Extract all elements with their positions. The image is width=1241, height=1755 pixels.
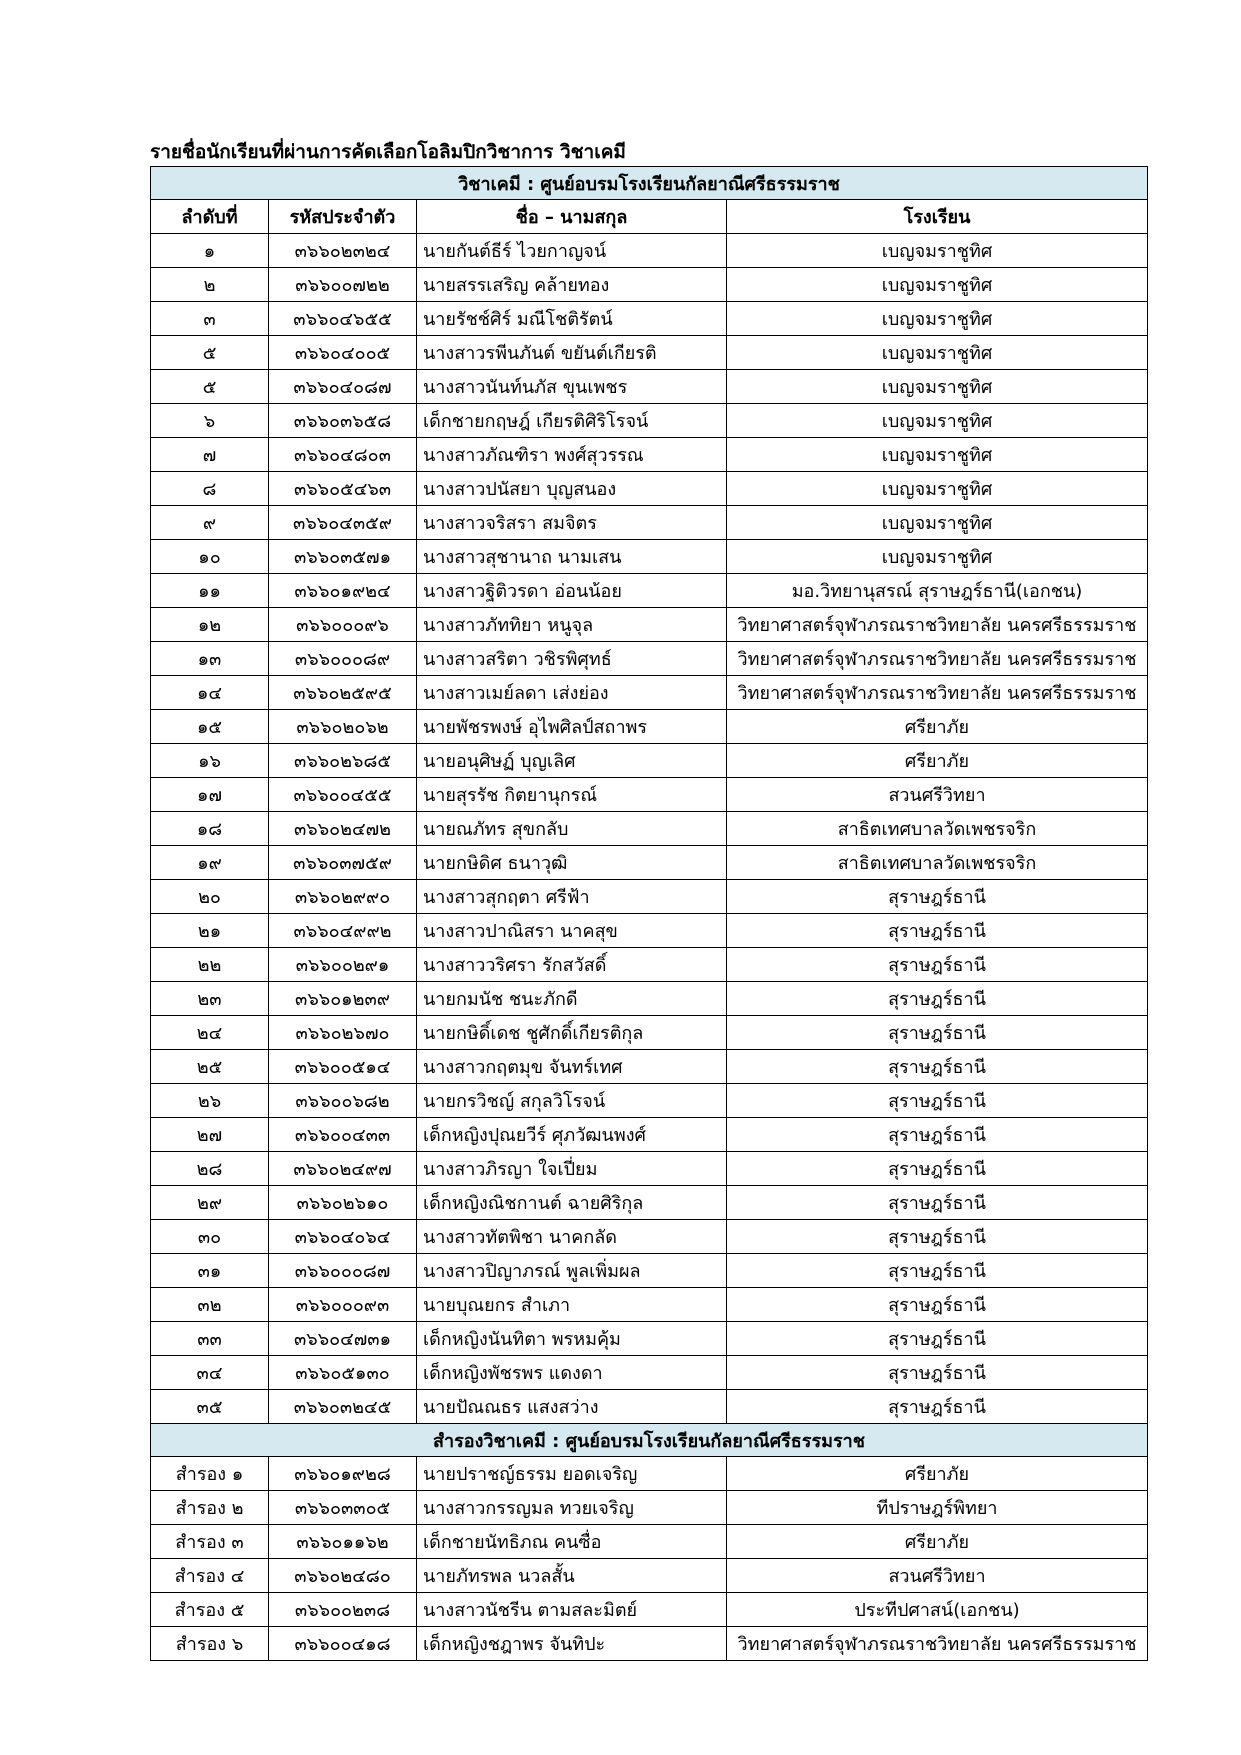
cell-student-id: ๓๖๖๐๔๐๖๔ <box>269 1220 417 1254</box>
cell-student-id: ๓๖๖๐๐๐๙๓ <box>269 1288 417 1322</box>
cell-student-name: นายสรรเสริญ คล้ายทอง <box>417 268 727 302</box>
cell-school: สุราษฎร์ธานี <box>727 1016 1148 1050</box>
cell-student-id: ๓๖๖๐๐๖๘๒ <box>269 1084 417 1118</box>
cell-order: สำรอง ๑ <box>151 1457 269 1491</box>
cell-order: ๒๙ <box>151 1186 269 1220</box>
table-row <box>151 1356 1148 1390</box>
cell-student-id: ๓๖๖๐๐๒๓๘ <box>269 1593 417 1627</box>
cell-order: ๓ <box>151 302 269 336</box>
cell-order: ๑๒ <box>151 608 269 642</box>
cell-school: เบญจมราชูทิศ <box>727 438 1148 472</box>
cell-student-name: นางสาวกฤตมุข จันทร์เทศ <box>417 1050 727 1084</box>
cell-school: ศรียาภัย <box>727 744 1148 778</box>
cell-school: สุราษฎร์ธานี <box>727 1084 1148 1118</box>
table-row <box>151 1084 1148 1118</box>
table-row <box>151 676 1148 710</box>
cell-order: ๓๓ <box>151 1322 269 1356</box>
cell-student-name: นางสาวเมย์ลดา เส่งย่อง <box>417 676 727 710</box>
cell-order: ๒๗ <box>151 1118 269 1152</box>
cell-order: ๑๙ <box>151 846 269 880</box>
cell-student-name: นางสาวนัชรีน ตามสละมิตย์ <box>417 1593 727 1627</box>
cell-school: ศรียาภัย <box>727 1457 1148 1491</box>
cell-student-id: ๓๖๖๐๐๕๑๔ <box>269 1050 417 1084</box>
cell-student-id: ๓๖๖๐๒๔๗๒ <box>269 812 417 846</box>
cell-student-id: ๓๖๖๐๐๐๘๙ <box>269 642 417 676</box>
table-row <box>151 1220 1148 1254</box>
cell-student-name: นางสาวกรรญมล ทวยเจริญ <box>417 1491 727 1525</box>
cell-student-name: นายกันต์ธีร์ ไวยกาญจน์ <box>417 234 727 268</box>
cell-school: สุราษฎร์ธานี <box>727 1288 1148 1322</box>
cell-student-name: นางสาวปนัสยา บุญสนอง <box>417 472 727 506</box>
table-row <box>151 540 1148 574</box>
cell-school: สุราษฎร์ธานี <box>727 1356 1148 1390</box>
cell-student-id: ๓๖๖๐๑๒๓๙ <box>269 982 417 1016</box>
cell-school: เบญจมราชูทิศ <box>727 472 1148 506</box>
cell-student-name: นางสาวภัณฑิรา พงศ์สุวรรณ <box>417 438 727 472</box>
cell-school: สุราษฎร์ธานี <box>727 1186 1148 1220</box>
cell-student-id: ๓๖๖๐๒๖๘๕ <box>269 744 417 778</box>
cell-student-id: ๓๖๖๐๔๙๙๒ <box>269 914 417 948</box>
table-row <box>151 1390 1148 1424</box>
cell-student-id: ๓๖๖๐๐๐๘๗ <box>269 1254 417 1288</box>
table-row <box>151 948 1148 982</box>
table-row <box>151 1457 1148 1491</box>
table-row <box>151 1118 1148 1152</box>
table-row <box>151 1525 1148 1559</box>
cell-order: ๒๖ <box>151 1084 269 1118</box>
table-row <box>151 608 1148 642</box>
cell-student-name: นางสาวจริสรา สมจิตร <box>417 506 727 540</box>
cell-school: สาธิตเทศบาลวัดเพชรจริก <box>727 812 1148 846</box>
section-header-row <box>151 1424 1148 1457</box>
cell-student-name: นางสาวนันท์นภัส ขุนเพชร <box>417 370 727 404</box>
cell-student-id: ๓๖๖๐๕๔๖๓ <box>269 472 417 506</box>
cell-student-name: นายกษิดิ์เดช ชูศักดิ์เกียรติกุล <box>417 1016 727 1050</box>
cell-order: ๒๔ <box>151 1016 269 1050</box>
section-heading-reserve: สำรองวิชาเคมี : ศูนย์อบรมโรงเรียนกัลยาณีศรีธรรมราช <box>151 1424 1148 1457</box>
table-row <box>151 846 1148 880</box>
cell-student-name: เด็กหญิงชฎาพร จันทิปะ <box>417 1627 727 1661</box>
column-header-id: รหัสประจำตัว <box>269 200 417 234</box>
table-row <box>151 404 1148 438</box>
cell-school: ทีปราษฎร์พิทยา <box>727 1491 1148 1525</box>
cell-student-name: นายกมนัช ชนะภักดี <box>417 982 727 1016</box>
table-row <box>151 642 1148 676</box>
cell-student-id: ๓๖๖๐๕๑๓๐ <box>269 1356 417 1390</box>
cell-school: สุราษฎร์ธานี <box>727 1118 1148 1152</box>
cell-school: สุราษฎร์ธานี <box>727 1152 1148 1186</box>
cell-school: เบญจมราชูทิศ <box>727 268 1148 302</box>
cell-student-id: ๓๖๖๐๔๐๐๕ <box>269 336 417 370</box>
cell-student-name: นางสาวสุกฤตา ศรีฟ้า <box>417 880 727 914</box>
cell-student-name: นางสาวปาณิสรา นาคสุข <box>417 914 727 948</box>
cell-student-id: ๓๖๖๐๔๗๓๑ <box>269 1322 417 1356</box>
page-title: รายชื่อนักเรียนที่ผ่านการคัดเลือกโอลิมปิกวิชาการ วิชาเคมี <box>150 141 626 163</box>
cell-school: สวนศรีวิทยา <box>727 778 1148 812</box>
cell-school: เบญจมราชูทิศ <box>727 404 1148 438</box>
cell-student-name: เด็กหญิงนันทิตา พรหมคุ้ม <box>417 1322 727 1356</box>
cell-school: วิทยาศาสตร์จุฬาภรณราชวิทยาลัย นครศรีธรรมราช <box>727 1627 1148 1661</box>
cell-student-id: ๓๖๖๐๔๓๕๙ <box>269 506 417 540</box>
cell-student-name: นายอนุศิษฏ์ บุญเลิศ <box>417 744 727 778</box>
cell-student-name: นายภัทรพล นวลสั้น <box>417 1559 727 1593</box>
column-header-name: ชื่อ – นามสกุล <box>417 200 727 234</box>
cell-school: สาธิตเทศบาลวัดเพชรจริก <box>727 846 1148 880</box>
cell-school: สุราษฎร์ธานี <box>727 1322 1148 1356</box>
cell-student-id: ๓๖๖๐๔๐๘๗ <box>269 370 417 404</box>
cell-student-id: ๓๖๖๐๓๗๕๙ <box>269 846 417 880</box>
cell-order: สำรอง ๒ <box>151 1491 269 1525</box>
cell-order: ๒๐ <box>151 880 269 914</box>
cell-student-id: ๓๖๖๐๒๔๘๐ <box>269 1559 417 1593</box>
cell-student-name: นายปราชญ์ธรรม ยอดเจริญ <box>417 1457 727 1491</box>
column-header-order: ลำดับที่ <box>151 200 269 234</box>
cell-order: ๑๔ <box>151 676 269 710</box>
cell-student-id: ๓๖๖๐๓๓๐๕ <box>269 1491 417 1525</box>
table-row <box>151 744 1148 778</box>
cell-school: สุราษฎร์ธานี <box>727 1220 1148 1254</box>
cell-order: สำรอง ๖ <box>151 1627 269 1661</box>
cell-order: ๑ <box>151 234 269 268</box>
cell-order: ๒ <box>151 268 269 302</box>
cell-school: เบญจมราชูทิศ <box>727 540 1148 574</box>
table-body <box>151 167 1148 1661</box>
cell-order: ๒๑ <box>151 914 269 948</box>
table-row <box>151 914 1148 948</box>
table-row <box>151 1050 1148 1084</box>
cell-order: ๓๑ <box>151 1254 269 1288</box>
cell-student-name: นายรัชช์ศิร์ มณีโชติรัตน์ <box>417 302 727 336</box>
cell-order: ๕ <box>151 370 269 404</box>
cell-student-id: ๓๖๖๐๓๒๔๕ <box>269 1390 417 1424</box>
cell-student-name: เด็กชายกฤษฎ์ เกียรติศิริโรจน์ <box>417 404 727 438</box>
cell-student-name: นายกษิดิศ ธนาวุฒิ <box>417 846 727 880</box>
cell-student-name: นายสุรรัช กิตยานุกรณ์ <box>417 778 727 812</box>
column-header-school: โรงเรียน <box>727 200 1148 234</box>
cell-student-id: ๓๖๖๐๔๘๐๓ <box>269 438 417 472</box>
cell-school: วิทยาศาสตร์จุฬาภรณราชวิทยาลัย นครศรีธรรมราช <box>727 642 1148 676</box>
cell-order: ๒๘ <box>151 1152 269 1186</box>
cell-student-name: เด็กหญิงณิชกานต์ ฉายศิริกุล <box>417 1186 727 1220</box>
cell-student-id: ๓๖๖๐๒๙๙๐ <box>269 880 417 914</box>
cell-school: ประทีปศาสน์(เอกชน) <box>727 1593 1148 1627</box>
cell-student-id: ๓๖๖๐๐๒๙๑ <box>269 948 417 982</box>
cell-school: สุราษฎร์ธานี <box>727 1050 1148 1084</box>
cell-student-id: ๓๖๖๐๒๓๒๔ <box>269 234 417 268</box>
table-row <box>151 336 1148 370</box>
cell-student-id: ๓๖๖๐๒๔๙๗ <box>269 1152 417 1186</box>
cell-order: ๓๕ <box>151 1390 269 1424</box>
cell-order: ๖ <box>151 404 269 438</box>
table-row <box>151 1152 1148 1186</box>
cell-order: ๗ <box>151 438 269 472</box>
cell-school: วิทยาศาสตร์จุฬาภรณราชวิทยาลัย นครศรีธรรมราช <box>727 676 1148 710</box>
cell-order: ๙ <box>151 506 269 540</box>
table-row <box>151 812 1148 846</box>
table-row <box>151 438 1148 472</box>
table-row <box>151 1559 1148 1593</box>
cell-order: ๑๖ <box>151 744 269 778</box>
cell-order: ๑๐ <box>151 540 269 574</box>
cell-student-name: นางสาวสุชานาถ นามเสน <box>417 540 727 574</box>
cell-student-name: นางสาวภัททิยา หนูจุล <box>417 608 727 642</box>
section-header-row <box>151 167 1148 200</box>
cell-student-id: ๓๖๖๐๐๔๕๕ <box>269 778 417 812</box>
cell-student-name: นายบุณยกร สำเภา <box>417 1288 727 1322</box>
table-row <box>151 1254 1148 1288</box>
cell-order: ๑๗ <box>151 778 269 812</box>
table-row <box>151 574 1148 608</box>
cell-student-id: ๓๖๖๐๔๖๕๕ <box>269 302 417 336</box>
cell-student-name: นายกรวิชญ์ สกุลวิโรจน์ <box>417 1084 727 1118</box>
student-list-table <box>150 166 1148 1661</box>
cell-student-name: เด็กหญิงปุณยวีร์ ศุภวัฒนพงศ์ <box>417 1118 727 1152</box>
cell-student-id: ๓๖๖๐๒๕๙๕ <box>269 676 417 710</box>
table-row <box>151 880 1148 914</box>
cell-order: ๓๔ <box>151 1356 269 1390</box>
column-header-row <box>151 200 1148 234</box>
cell-student-id: ๓๖๖๐๒๖๑๐ <box>269 1186 417 1220</box>
cell-student-id: ๓๖๖๐๐๐๙๖ <box>269 608 417 642</box>
cell-student-id: ๓๖๖๐๑๙๒๔ <box>269 574 417 608</box>
cell-student-id: ๓๖๖๐๒๖๗๐ <box>269 1016 417 1050</box>
section-heading-main: วิชาเคมี : ศูนย์อบรมโรงเรียนกัลยาณีศรีธรรมราช <box>151 167 1148 200</box>
cell-order: ๑๕ <box>151 710 269 744</box>
cell-student-id: ๓๖๖๐๐๗๒๒ <box>269 268 417 302</box>
table-row <box>151 778 1148 812</box>
cell-order: ๑๓ <box>151 642 269 676</box>
cell-order: ๒๒ <box>151 948 269 982</box>
cell-student-name: นายปัณณธร แสงสว่าง <box>417 1390 727 1424</box>
cell-student-name: นางสาวสริตา วชิรพิศุทธ์ <box>417 642 727 676</box>
cell-order: สำรอง ๓ <box>151 1525 269 1559</box>
table-row <box>151 268 1148 302</box>
table-row <box>151 506 1148 540</box>
cell-student-name: นางสาวภิรญา ใจเปี่ยม <box>417 1152 727 1186</box>
cell-school: ศรียาภัย <box>727 1525 1148 1559</box>
cell-order: สำรอง ๔ <box>151 1559 269 1593</box>
table-row <box>151 1593 1148 1627</box>
table-row <box>151 1627 1148 1661</box>
table-row <box>151 1186 1148 1220</box>
cell-student-id: ๓๖๖๐๐๔๑๘ <box>269 1627 417 1661</box>
table-row <box>151 1016 1148 1050</box>
table-row <box>151 710 1148 744</box>
table-row <box>151 302 1148 336</box>
cell-student-name: นางสาวฐิติวรดา อ่อนน้อย <box>417 574 727 608</box>
cell-school: สุราษฎร์ธานี <box>727 880 1148 914</box>
table-row <box>151 1322 1148 1356</box>
cell-school: เบญจมราชูทิศ <box>727 336 1148 370</box>
cell-student-name: นางสาวทัตพิชา นาคกลัด <box>417 1220 727 1254</box>
cell-order: ๑๑ <box>151 574 269 608</box>
cell-student-id: ๓๖๖๐๑๑๖๒ <box>269 1525 417 1559</box>
cell-order: ๒๕ <box>151 1050 269 1084</box>
cell-order: ๒๓ <box>151 982 269 1016</box>
cell-school: สุราษฎร์ธานี <box>727 982 1148 1016</box>
cell-school: เบญจมราชูทิศ <box>727 370 1148 404</box>
table-row <box>151 982 1148 1016</box>
cell-order: ๓๒ <box>151 1288 269 1322</box>
cell-school: สุราษฎร์ธานี <box>727 948 1148 982</box>
table-row <box>151 1288 1148 1322</box>
table-row <box>151 1491 1148 1525</box>
cell-school: มอ.วิทยานุสรณ์ สุราษฎร์ธานี(เอกชน) <box>727 574 1148 608</box>
cell-student-id: ๓๖๖๐๓๕๗๑ <box>269 540 417 574</box>
cell-student-id: ๓๖๖๐๓๖๕๘ <box>269 404 417 438</box>
cell-order: ๑๘ <box>151 812 269 846</box>
cell-school: เบญจมราชูทิศ <box>727 302 1148 336</box>
cell-school: วิทยาศาสตร์จุฬาภรณราชวิทยาลัย นครศรีธรรมราช <box>727 608 1148 642</box>
cell-school: เบญจมราชูทิศ <box>727 506 1148 540</box>
cell-student-name: เด็กชายนัทธิภณ คนซื่อ <box>417 1525 727 1559</box>
cell-school: สวนศรีวิทยา <box>727 1559 1148 1593</box>
table-row <box>151 472 1148 506</box>
table-row <box>151 234 1148 268</box>
cell-order: สำรอง ๕ <box>151 1593 269 1627</box>
cell-student-id: ๓๖๖๐๑๙๒๘ <box>269 1457 417 1491</box>
cell-order: ๘ <box>151 472 269 506</box>
cell-student-name: เด็กหญิงพัชรพร แดงดา <box>417 1356 727 1390</box>
cell-student-name: นายณภัทร สุขกลับ <box>417 812 727 846</box>
table-row <box>151 370 1148 404</box>
cell-student-id: ๓๖๖๐๐๔๓๓ <box>269 1118 417 1152</box>
cell-order: ๕ <box>151 336 269 370</box>
cell-student-id: ๓๖๖๐๒๐๖๒ <box>269 710 417 744</box>
cell-school: ศรียาภัย <box>727 710 1148 744</box>
cell-student-name: นายพัชรพงษ์ อุไพศิลป์สถาพร <box>417 710 727 744</box>
cell-school: สุราษฎร์ธานี <box>727 1254 1148 1288</box>
cell-school: สุราษฎร์ธานี <box>727 914 1148 948</box>
cell-school: สุราษฎร์ธานี <box>727 1390 1148 1424</box>
cell-student-name: นางสาวรพีนภันต์ ขยันต์เกียรติ <box>417 336 727 370</box>
cell-school: เบญจมราชูทิศ <box>727 234 1148 268</box>
cell-student-name: นางสาววริศรา รักสวัสดิ์ <box>417 948 727 982</box>
cell-student-name: นางสาวปิญาภรณ์ พูลเพิ่มผล <box>417 1254 727 1288</box>
cell-order: ๓๐ <box>151 1220 269 1254</box>
